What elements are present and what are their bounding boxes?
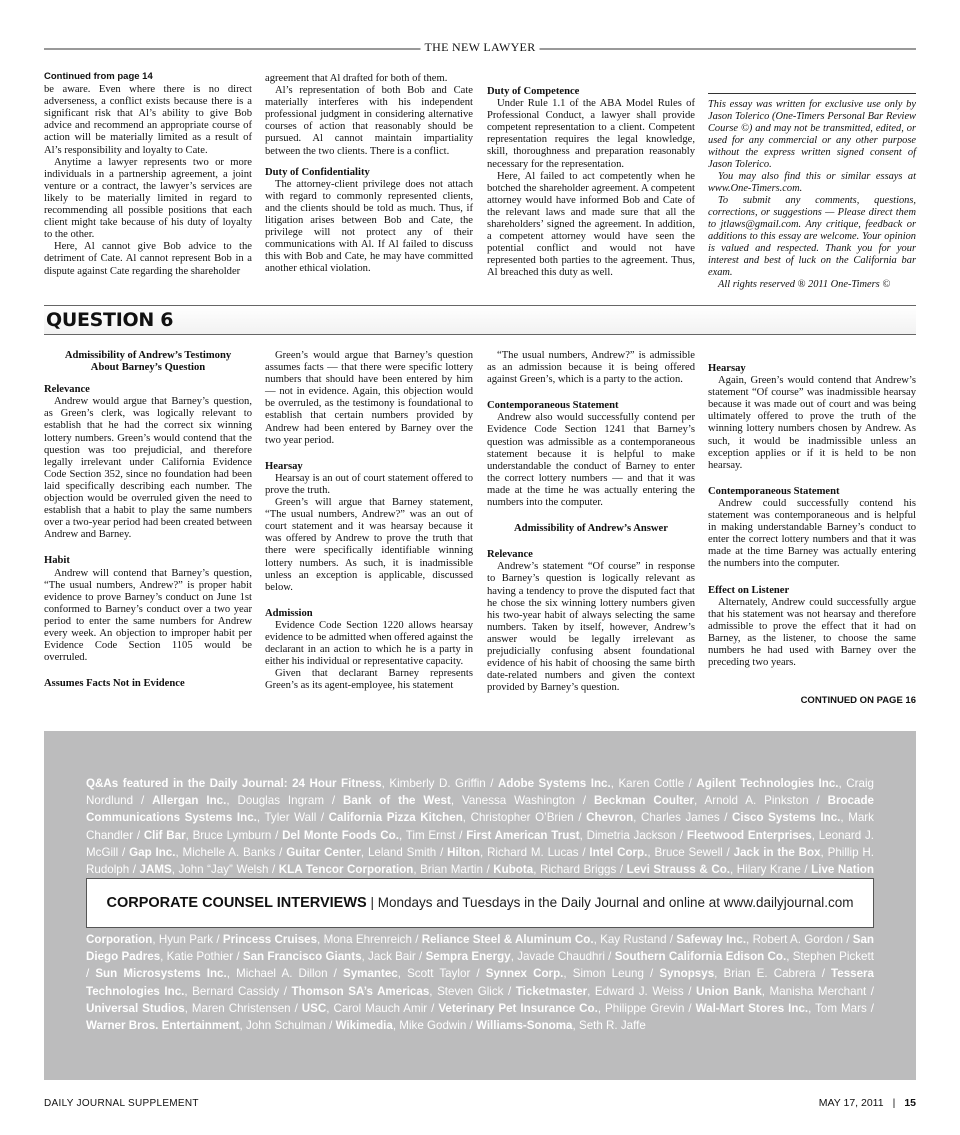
counsel-name: Bruce Lymburn — [192, 828, 272, 842]
counsel-name: Simon Leung — [572, 967, 644, 981]
company-name: Intel Corp. — [589, 845, 648, 859]
company-name: Clif Bar — [143, 828, 186, 842]
counsel-name: Richard Briggs — [539, 863, 617, 877]
company-name: Symantec — [342, 967, 398, 981]
company-name: Ticketmaster — [515, 984, 588, 998]
subheading: Contemporaneous Statement — [487, 400, 619, 412]
company-name: Princess Cruises — [222, 933, 318, 946]
counsel-name: Tim Ernst — [405, 828, 456, 842]
company-name: Live Nation — [811, 863, 874, 877]
counsel-name: Karen Cottle — [618, 777, 685, 790]
paragraph: All rights reserved ® 2011 One-Timers © — [718, 279, 891, 290]
counsel-name: Brian Martin — [420, 863, 483, 877]
subheading: Admission — [265, 607, 313, 619]
counsel-name: Seth R. Jaffe — [578, 1019, 646, 1033]
company-name: Agilent Technologies Inc. — [696, 777, 839, 790]
company-name: First American Trust — [466, 828, 580, 842]
paragraph: The attorney-client privilege does not attach with regard to commonly represented clients, and the clients should be told as much. Thus, if litigation arises between Bob and Cate, the privilege will not protect any of their communications with Al. If Al failed to discuss this with Bob and Cate, he may have committed another ethical violation. — [265, 178, 473, 275]
company-name: Southern California Edison Co. — [614, 950, 787, 964]
paragraph: You may also find this or similar essays at www.One-Timers.com. — [708, 171, 916, 194]
subheading: Habit — [44, 555, 70, 567]
paragraph: Andrew also would successfully contend per Evidence Code Section 1241 that Barney’s question was admissible as a contemporaneous statement because it is helpful to make understandable the conduct of Barney to enter the correct lottery numbers — and that it was made at the time he was actually entering the numbers into the computer. — [487, 412, 695, 509]
company-name: Kubota — [493, 863, 534, 877]
counsel-name: Javade Chaudhri — [517, 950, 605, 964]
paragraph: Under Rule 1.1 of the ABA Model Rules of Professional Conduct, a lawyer shall provide competent representation to a client. Competent representation requires the legal knowledge, skill, thoroughness and preparation reasonably necessary for the representation. — [487, 98, 695, 170]
subheading: Relevance — [487, 549, 533, 561]
counsel-name: Maren Christensen — [191, 1001, 291, 1015]
counsel-name: Bruce Sewell — [654, 845, 723, 859]
counsel-name: Hyun Park — [158, 933, 214, 946]
company-name: Warner Bros. Entertainment — [86, 1019, 240, 1033]
section-heading: Duty of Confidentiality — [265, 166, 370, 178]
counsel-name: Phillip H. Rudolph — [86, 845, 874, 877]
counsel-name: Jack Bair — [368, 950, 416, 964]
company-name: Wikimedia — [335, 1019, 393, 1033]
counsel-name: Mark Chandler — [86, 811, 874, 842]
company-name: Beckman Coulter — [593, 794, 694, 808]
company-name: Synnex Corp. — [485, 967, 564, 981]
continued-on-label: CONTINUED ON PAGE 16 — [800, 695, 916, 706]
company-name: Wal-Mart Stores Inc. — [695, 1001, 809, 1015]
paragraph: Andrew could successfully contend his statement was contemporaneous and is helpful in making understandable Barney’s conduct to enter the correct lottery numbers and that it was made at the time Barney was actually entering the numbers into the computer. — [708, 497, 916, 570]
company-name: Veterinary Pet Insurance Co. — [438, 1001, 598, 1015]
company-name: San Francisco Giants — [242, 950, 362, 964]
counsel-name: Richard M. Lucas — [487, 845, 579, 859]
section-heading: Duty of Competence — [487, 86, 580, 97]
box-separator: | — [370, 895, 374, 910]
counsel-name: Michael A. Dillon — [236, 967, 328, 981]
subheading: Hearsay — [265, 460, 303, 472]
counsel-name: Edward J. Weiss — [594, 984, 684, 998]
paragraph: “The usual numbers, Andrew?” is admissible as an admission because it is being offered against Green’s, which is a party to the action. — [487, 350, 695, 386]
company-name: Adobe Systems Inc. — [497, 777, 611, 790]
paragraph: Here, Al cannot give Bob advice to the detriment of Cate. Al cannot represent Bob in a dispute against Cate regarding the shareholder — [44, 241, 252, 277]
featured-intro: Q&As featured in the Daily Journal: — [86, 777, 288, 790]
counsel-name: Tyler Wall — [264, 811, 317, 825]
subheading: Relevance — [44, 384, 90, 396]
counsel-name: Douglas Ingram — [237, 794, 324, 808]
counsel-name: John “Jay” Welsh — [178, 863, 269, 877]
paragraph: Alternately, Andrew could successfully argue that his statement was not hearsay and therefore admissible to prove the effect that it had on Barney, as the listener, to choose the same numbers he had used with Barney over the preceding two years. — [708, 596, 916, 669]
counsel-name: Stephen Pickett — [792, 950, 874, 964]
counsel-name: Leland Smith — [367, 845, 437, 859]
subheading: Assumes Facts Not in Evidence — [44, 678, 185, 690]
paragraph: Here, Al failed to act competently when he botched the shareholder agreement. A competent attorney would have informed Bob and Cate of the relevant laws and made sure that all the shareholders’ signed the agreement. In addition, a competent attorney would have seen the potential conflict and would not have represented both parties to the agreement. Thus, Al breached this duty as well. — [487, 170, 695, 279]
counsel-name: Tom Mars — [815, 1001, 867, 1015]
company-name: Bank of the West — [343, 794, 451, 808]
paragraph: Hearsay is an out of court statement offered to prove the truth. — [265, 472, 473, 496]
top-column-3 — [487, 86, 695, 280]
paragraph: Al’s representation of both Bob and Cate materially interferes with his independent professional judgment in considering alternative courses of action that reasonably should be pursued. Al cannot maintain impartiality between the two clients. There is a conflict. — [265, 85, 473, 157]
masthead — [44, 40, 916, 56]
section-heading: Admissibility of Andrew’s Answer — [514, 523, 668, 535]
paragraph: Andrew would argue that Barney’s question, as Green’s clerk, was logically relevant to establish that he had the correct six winning lottery numbers. Green’s would contend that the question was too prejudicial, and therefore legally irrelevant under California Evidence Code Section 352, since no foundation had been laid specifically describing each number. The objection would be overruled given the need to establish that a habit to play the same numbers over a two-year period had been created between Andrew and Barney. — [44, 396, 252, 541]
counsel-name: Katie Pothier — [166, 950, 234, 964]
counsel-name: Manisha Merchant — [769, 984, 867, 998]
company-name: San Diego Padres — [86, 933, 874, 964]
company-name: California Pizza Kitchen — [328, 811, 463, 825]
company-name: JAMS — [139, 863, 172, 877]
paragraph: agreement that Al drafted for both of them. — [265, 73, 448, 84]
counsel-name: Charles James — [640, 811, 720, 825]
company-name: Sempra Energy — [425, 950, 511, 964]
counsel-name: Scott Taylor — [407, 967, 471, 981]
paragraph: Again, Green’s would contend that Andrew’s statement “Of course” was inadmissible hearsay because it was made out of court and was being ultimately offered to prove the truth of the winning lottery numbers chosen by Andrew. As such, it would be inadmissible unless an exception applies or if it is held to be non hearsay. — [708, 375, 916, 471]
paragraph: To submit any comments, questions, corrections, or suggestions — Please direct them to jtlaws@gmail.com. Any critique, feedback or additions to this essay are welcome. Your opinion is valued and respected. Thank you for your interest and best of luck on the California bar exam. — [708, 195, 916, 278]
top-column-1 — [44, 71, 252, 278]
company-name: Chevron — [586, 811, 634, 825]
paragraph: Green’s would argue that Barney’s question assumes facts — that there were specific lottery numbers that should have been entered by him — not in evidence. Again, this objection would be overruled, as the testimony is foundational to establish that certain numbers provided by Andrew had been entered by Barney over the two year period. — [265, 350, 473, 446]
paragraph: Andrew will contend that Barney’s question, “The usual numbers, Andrew?” is proper habit evidence to prove Barney’s conduct on June 1st conformed to Barney’s conduct over a two year period to enter the same numbers for Andrew every week. An objection to improper habit per Evidence Code Section 1105 would be overruled. — [44, 567, 252, 664]
box-title: CORPORATE COUNSEL INTERVIEWS — [106, 895, 367, 911]
counsel-name: Carol Mauch Amir — [333, 1001, 428, 1015]
counsel-name: Arnold A. Pinkston — [704, 794, 809, 808]
counsel-name: Robert A. Gordon — [752, 933, 843, 946]
counsel-name: Kay Rustand — [600, 933, 667, 946]
counsel-name: Michelle A. Banks — [182, 845, 276, 859]
qa-promo-panel — [44, 731, 916, 1080]
counsel-name: Craig Nordlund — [86, 777, 874, 808]
company-name: 24 Hour Fitness — [292, 777, 382, 790]
company-name: Corporation — [86, 933, 153, 946]
company-name: Fleetwood Enterprises — [686, 828, 812, 842]
company-name: Brocade Communications Systems Inc. — [86, 794, 874, 825]
company-name: Levi Strauss & Co. — [626, 863, 730, 877]
counsel-name: Vanessa Washington — [461, 794, 575, 808]
essay-disclaimer — [708, 93, 916, 291]
company-name: USC — [301, 1001, 327, 1015]
subheading: Effect on Listener — [708, 584, 790, 596]
section-heading: Admissibility of Andrew’s Testimony About Barney’s Question — [64, 350, 232, 374]
question-title: QUESTION 6 — [46, 309, 174, 331]
counsel-name: Christopher O’Brien — [470, 811, 574, 825]
counsel-name: Bernard Cassidy — [192, 984, 280, 998]
counsel-name: Brian E. Cabrera — [723, 967, 816, 981]
company-name: Hilton — [447, 845, 480, 859]
company-name: Del Monte Foods Co. — [282, 828, 399, 842]
company-name: Universal Studios — [86, 1001, 185, 1015]
question-column-1 — [44, 350, 252, 690]
subheading: Contemporaneous Statement — [708, 485, 840, 497]
counsel-name: Steven Glick — [437, 984, 504, 998]
question-column-3 — [487, 350, 695, 694]
top-column-2 — [265, 73, 473, 276]
paragraph: Andrew’s statement “Of course” in response to Barney’s question is logically relevant as having a tendency to prove the disputed fact that he chose the six winning lottery numbers given his two-year habit of always selecting the same numbers. Taken by itself, however, Andrew’s answer would be legally irrelevant as prejudicially confusing absent foundational evidence of his habit of choosing the same birth date-related numbers and given the context provided by Barney’s question. — [487, 561, 695, 694]
question-column-4 — [708, 363, 916, 669]
featured-list-top: Q&As featured in the Daily Journal: 24 Hour Fitness, Kimberly D. Griffin / Adobe Systems Inc., Karen Cottle / Agilent Technologies Inc., Craig Nordlund / Allergan Inc., Douglas Ingram / Bank of the West, Vanessa Washington / Beckman Coulter, Arnold A. Pinkston / Brocade Communications Systems Inc., Tyler Wall / California Pizza Kitchen, Christopher O’Brien / Chevron, Charles James / Cisco Systems Inc., Mark Chandler / Clif Bar, Bruce Lymburn / Del Monte Foods Co., Tim Ernst / First American Trust, Dimetria Jackson / Fleetwood Enterprises, Leonard J. McGill / Gap Inc., Michelle A. Banks / Guitar Center, Leland Smith / Hilton, Richard M. Lucas / Intel Corp., Bruce Sewell / Jack in the Box, Phillip H. Rudolph / JAMS, John “Jay” Welsh / KLA Tencor Corporation, Brian Martin / Kubota, Richard Briggs / Levi Strauss & Co., Hilary Krane / Live Nation — [86, 775, 874, 879]
counsel-name: Hilary Krane — [736, 863, 801, 877]
footer-separator: | — [892, 1097, 896, 1109]
company-name: Tessera Technologies Inc. — [86, 967, 875, 998]
company-name: Guitar Center — [286, 845, 361, 859]
company-name: Union Bank — [696, 984, 762, 998]
counsel-name: Philippe Grevin — [605, 1001, 685, 1015]
company-name: KLA Tencor Corporation — [278, 863, 414, 877]
corporate-counsel-box — [86, 878, 874, 928]
counsel-name: Kimberly D. Griffin — [389, 777, 486, 790]
question-banner — [44, 305, 916, 335]
company-name: Williams-Sonoma — [475, 1019, 573, 1033]
question-column-2 — [265, 350, 473, 692]
company-name: Thomson SA’s Americas — [291, 984, 430, 998]
company-name: Sun Microsystems Inc. — [95, 967, 227, 981]
featured-list-bottom: Corporation, Hyun Park / Princess Cruises, Mona Ehrenreich / Reliance Steel & Aluminum Co., Kay Rustand / Safeway Inc., Robert A. Gordon / San Diego Padres, Katie Pothier / San Francisco Giants, Jack Bair / Sempra Energy, Javade Chaudhri / Southern California Edison Co., Stephen Pickett / Sun Microsystems Inc., Michael A. Dillon / Symantec, Scott Taylor / Synnex Corp., Simon Leung / Synopsys, Brian E. Cabrera / Tessera Technologies Inc., Bernard Cassidy / Thomson SA’s Americas, Steven Glick / Ticketmaster, Edward J. Weiss / Union Bank, Manisha Merchant / Universal Studios, Maren Christensen / USC, Carol Mauch Amir / Veterinary Pet Insurance Co., Philippe Grevin / Wal-Mart Stores Inc., Tom Mars / Warner Bros. Entertainment, John Schulman / Wikimedia, Mike Godwin / Williams-Sonoma, Seth R. Jaffe — [86, 933, 875, 1033]
company-name: Safeway Inc. — [676, 933, 747, 946]
counsel-name: John Schulman — [246, 1019, 326, 1033]
paragraph: be aware. Even where there is no direct adverseness, a conflict exists because there is a significant risk that Al’s ability to give Bob advice and recommend an appropriate course of action will be materially limited as a result of Al’s responsibility and loyalty to Cate. — [44, 84, 252, 156]
company-name: Synopsys — [659, 967, 715, 981]
paragraph: Given that declarant Barney represents Green’s as its agent-employee, his statement — [265, 668, 473, 692]
paragraph: Anytime a lawyer represents two or more individuals in a partnership agreement, a joint venture or a contract, the lawyer’s services are likely to be materially limited in regard to recommending all possible positions that each client might take because of his duty of loyalty to the other. — [44, 156, 252, 241]
company-name: Jack in the Box — [733, 845, 821, 859]
company-name: Reliance Steel & Aluminum Co. — [421, 933, 594, 946]
footer-date-page — [819, 1097, 916, 1109]
page-number: 15 — [904, 1097, 916, 1109]
company-name: Allergan Inc. — [152, 794, 227, 808]
paragraph: This essay was written for exclusive use only by Jason Tolerico (One-Timers Personal Bar Review Course ©) and may not be transmitted, edited, or used for any commercial or any other purpose without the express written signed consent of Jason Tolerico. — [708, 99, 916, 170]
footer-publication: DAILY JOURNAL SUPPLEMENT — [44, 1098, 199, 1109]
box-text: Mondays and Tuesdays in the Daily Journal and online at www.dailyjournal.com — [377, 895, 854, 910]
paragraph: Evidence Code Section 1220 allows hearsay evidence to be admitted when offered against the declarant in an action to which he is a party in either his individual or representative capacity. — [265, 619, 473, 668]
company-name: Gap Inc. — [129, 845, 176, 859]
counsel-name: Mona Ehrenreich — [323, 933, 412, 946]
footer-date: MAY 17, 2011 — [818, 1097, 884, 1109]
continued-from-label: Continued from page 14 — [44, 71, 153, 82]
masthead-title: THE NEW LAWYER — [421, 40, 540, 55]
counsel-name: Dimetria Jackson — [586, 828, 677, 842]
company-name: Cisco Systems Inc. — [732, 811, 841, 825]
paragraph: Green’s will argue that Barney statement, “The usual numbers, Andrew?” was an out of court statement and it was hearsay because it was offered by Andrew to prove the truth that there were specifically identifiable winning lottery numbers. As such, it is inadmissible unless an exception is applicable, discussed below. — [265, 497, 473, 593]
subheading: Hearsay — [708, 363, 746, 374]
counsel-name: Leonard J. McGill — [86, 828, 875, 859]
counsel-name: Mike Godwin — [399, 1019, 467, 1033]
